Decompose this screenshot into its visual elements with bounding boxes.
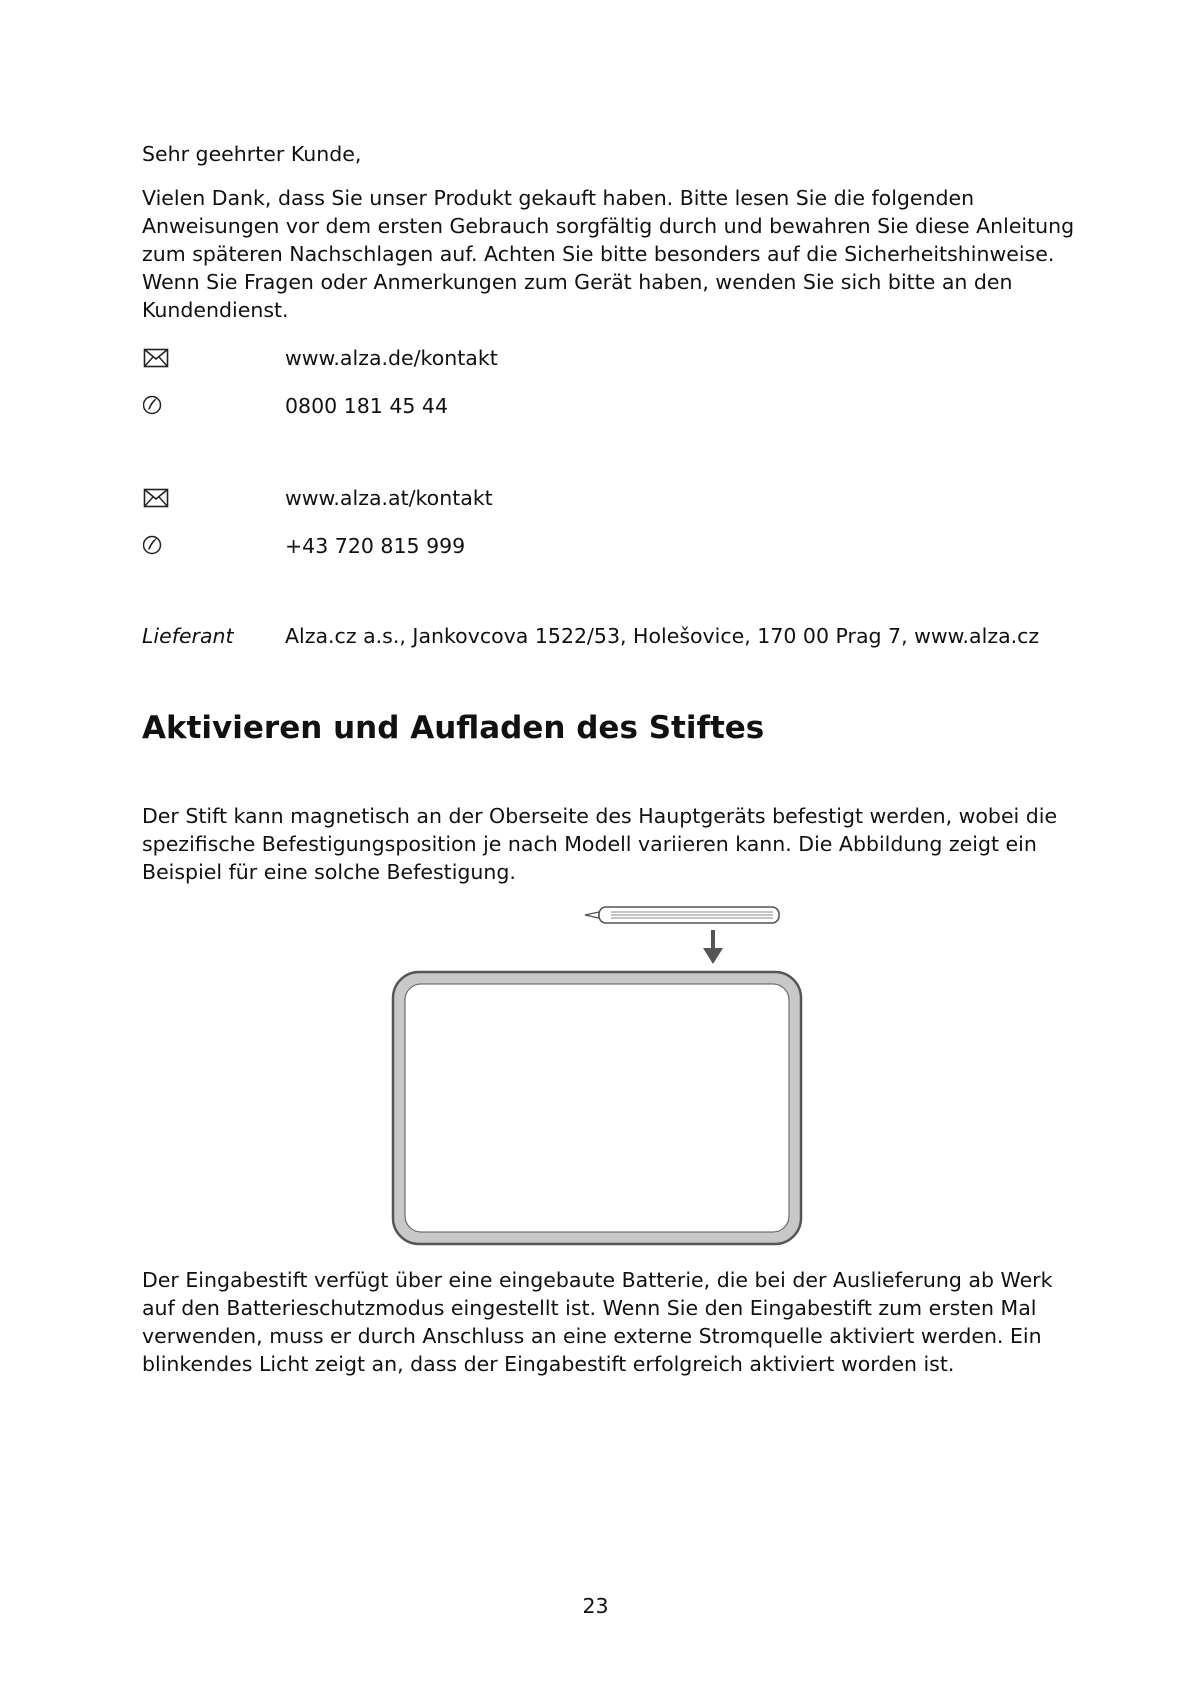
para-line: Der Eingabestift verfügt über eine eingebaute Batterie, die bei der Auslieferung ab Werk <box>142 1268 1053 1292</box>
intro-line: zum späteren Nachschlagen auf. Achten Sie bitte besonders auf die Sicherheitshinweise. <box>142 242 1055 266</box>
para-line: auf den Batterieschutzmodus eingestellt ist. Wenn Sie den Eingabestift zum ersten Mal <box>142 1296 1037 1320</box>
contact-at-phone[interactable]: +43 720 815 999 <box>285 534 466 558</box>
para-line: spezifische Befestigungsposition je nach Modell variieren kann. Die Abbildung zeigt ein <box>142 832 1037 856</box>
phone-icon <box>143 394 169 416</box>
envelope-icon <box>143 487 169 509</box>
page-number: 23 <box>582 1594 609 1618</box>
para-line: verwenden, muss er durch Anschluss an eine externe Stromquelle aktiviert werden. Ein <box>142 1324 1042 1348</box>
supplier-value: Alza.cz a.s., Jankovcova 1522/53, Holešovice, 170 00 Prag 7, www.alza.cz <box>285 624 1040 648</box>
pen-attach-illustration <box>385 892 815 1258</box>
phone-icon <box>143 534 169 556</box>
stylus-illustration <box>585 907 779 923</box>
contact-de-web[interactable]: www.alza.de/kontakt <box>285 346 498 370</box>
intro-line: Wenn Sie Fragen oder Anmerkungen zum Gerät haben, wenden Sie sich bitte an den <box>142 270 1013 294</box>
greeting: Sehr geehrter Kunde, <box>142 142 362 166</box>
contact-de-phone[interactable]: 0800 181 45 44 <box>285 394 449 418</box>
intro-line: Anweisungen vor dem ersten Gebrauch sorgfältig durch und bewahren Sie diese Anleitung <box>142 214 1075 238</box>
para-line: blinkendes Licht zeigt an, dass der Eingabestift erfolgreich aktiviert worden ist. <box>142 1352 955 1376</box>
intro-line: Kundendienst. <box>142 298 289 322</box>
intro-line: Vielen Dank, dass Sie unser Produkt gekauft haben. Bitte lesen Sie die folgenden <box>142 186 975 210</box>
para-line: Der Stift kann magnetisch an der Oberseite des Hauptgeräts befestigt werden, wobei die <box>142 804 1058 828</box>
para-line: Beispiel für eine solche Befestigung. <box>142 860 516 884</box>
contact-at-web[interactable]: www.alza.at/kontakt <box>285 486 493 510</box>
supplier-label: Lieferant <box>142 624 234 648</box>
envelope-icon <box>143 347 169 369</box>
tablet-illustration <box>393 972 801 1244</box>
section-title: Aktivieren und Aufladen des Stiftes <box>142 710 765 746</box>
down-arrow-icon <box>703 930 723 964</box>
